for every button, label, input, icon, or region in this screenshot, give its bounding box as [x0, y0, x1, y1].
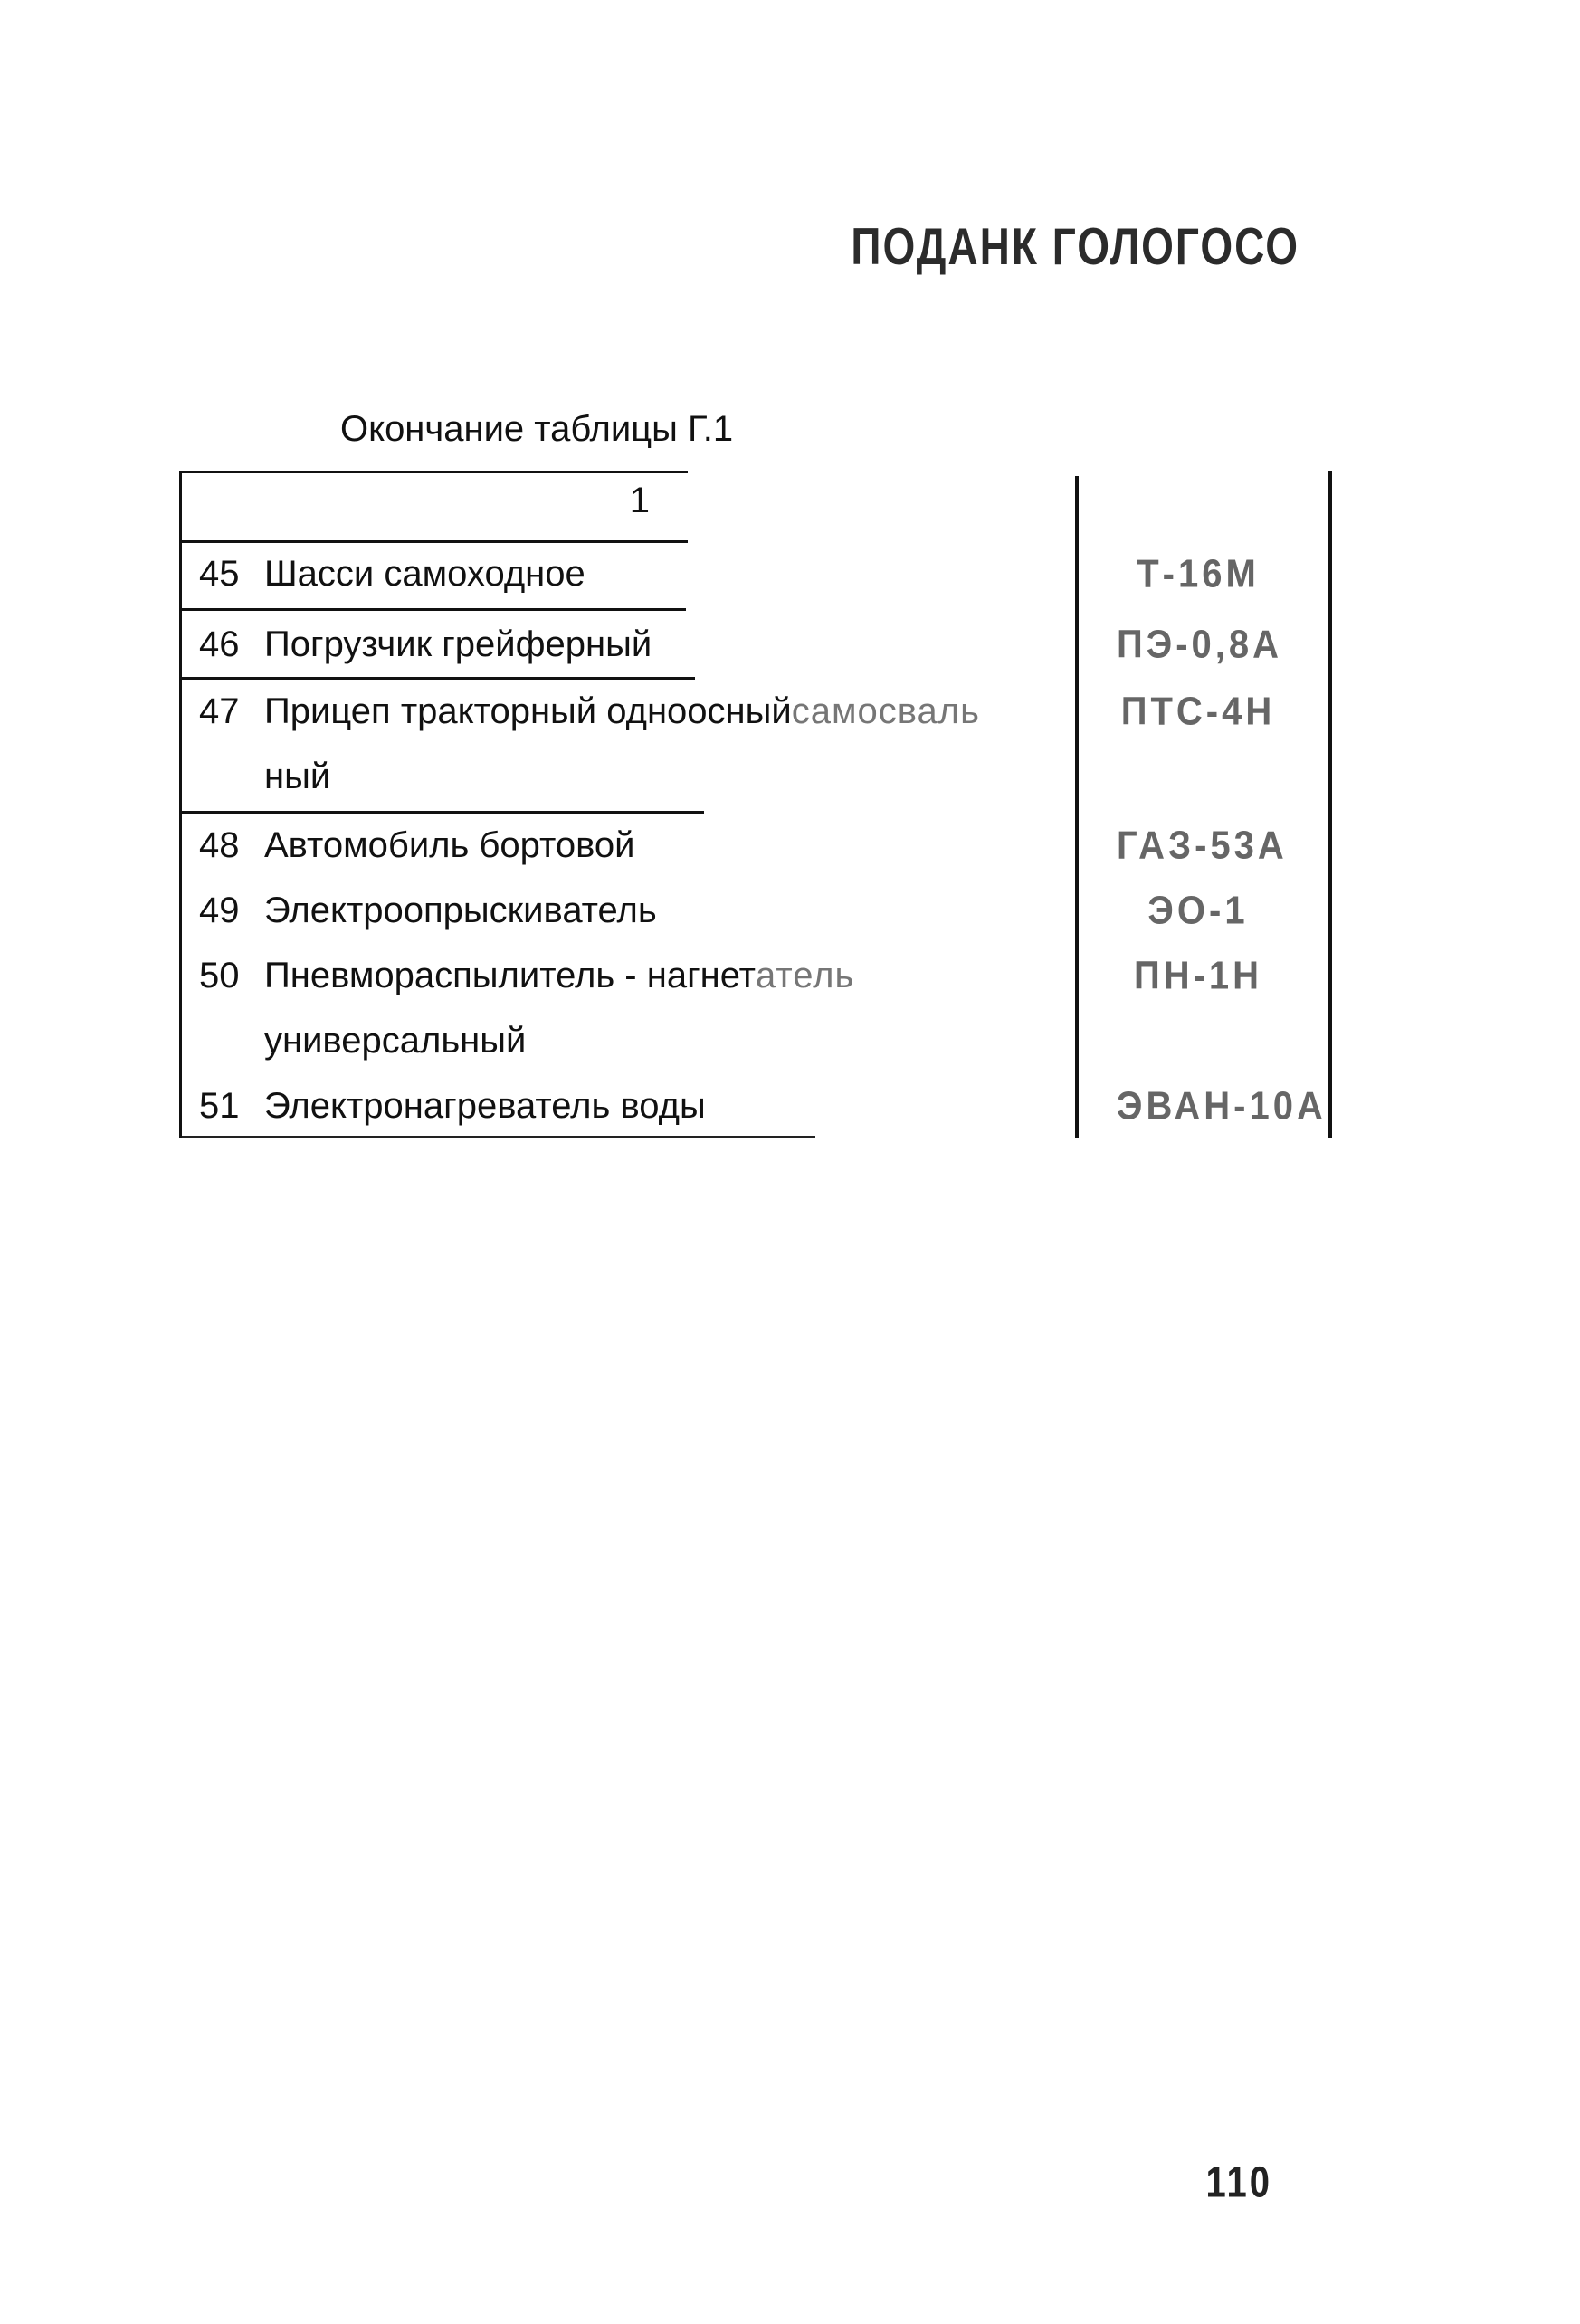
row-code: ПТС-4Н	[1120, 689, 1276, 734]
column-header-label: 1	[629, 481, 650, 520]
page-number: 110	[1205, 2158, 1272, 2207]
row-code: Т-16М	[1137, 551, 1260, 596]
row-name: Прицеп тракторный одноосныйсамосваль	[264, 691, 980, 731]
row-number: 51	[199, 1086, 240, 1126]
row-name: Электронагреватель воды	[264, 1086, 706, 1126]
row-number: 50	[199, 956, 240, 995]
column-header	[179, 471, 688, 543]
row-number: 46	[199, 624, 240, 664]
row-name: Погрузчик грейферный	[264, 624, 652, 664]
table-right-border	[1328, 471, 1332, 1138]
row-name: Пневмораспылитель - нагнетатель	[264, 956, 855, 995]
row-number: 47	[199, 691, 240, 731]
row-number: 48	[199, 825, 240, 865]
row-name: Автомобиль бортовой	[264, 825, 635, 865]
row-code: ЭО-1	[1147, 888, 1249, 933]
table-caption: Окончание таблицы Г.1	[340, 409, 734, 449]
row-separator	[179, 608, 686, 611]
row-code: ЭВАН-10А	[1117, 1083, 1327, 1129]
row-name: Электроопрыскиватель	[264, 891, 657, 930]
column-divider	[1075, 476, 1079, 1138]
row-code: ПН-1Н	[1133, 953, 1263, 998]
page-header: ПОДАНК ГОЛОГОСО	[851, 216, 1299, 276]
row-code: ПЭ-0,8А	[1117, 622, 1283, 667]
row-name-continuation: универсальный	[264, 1021, 527, 1061]
row-code: ГАЗ-53А	[1117, 823, 1288, 868]
table	[179, 471, 1339, 1138]
row-name: Шасси самоходное	[264, 554, 585, 594]
row-number: 45	[199, 554, 240, 594]
row-name-continuation: ный	[264, 757, 331, 796]
row-number: 49	[199, 891, 240, 930]
